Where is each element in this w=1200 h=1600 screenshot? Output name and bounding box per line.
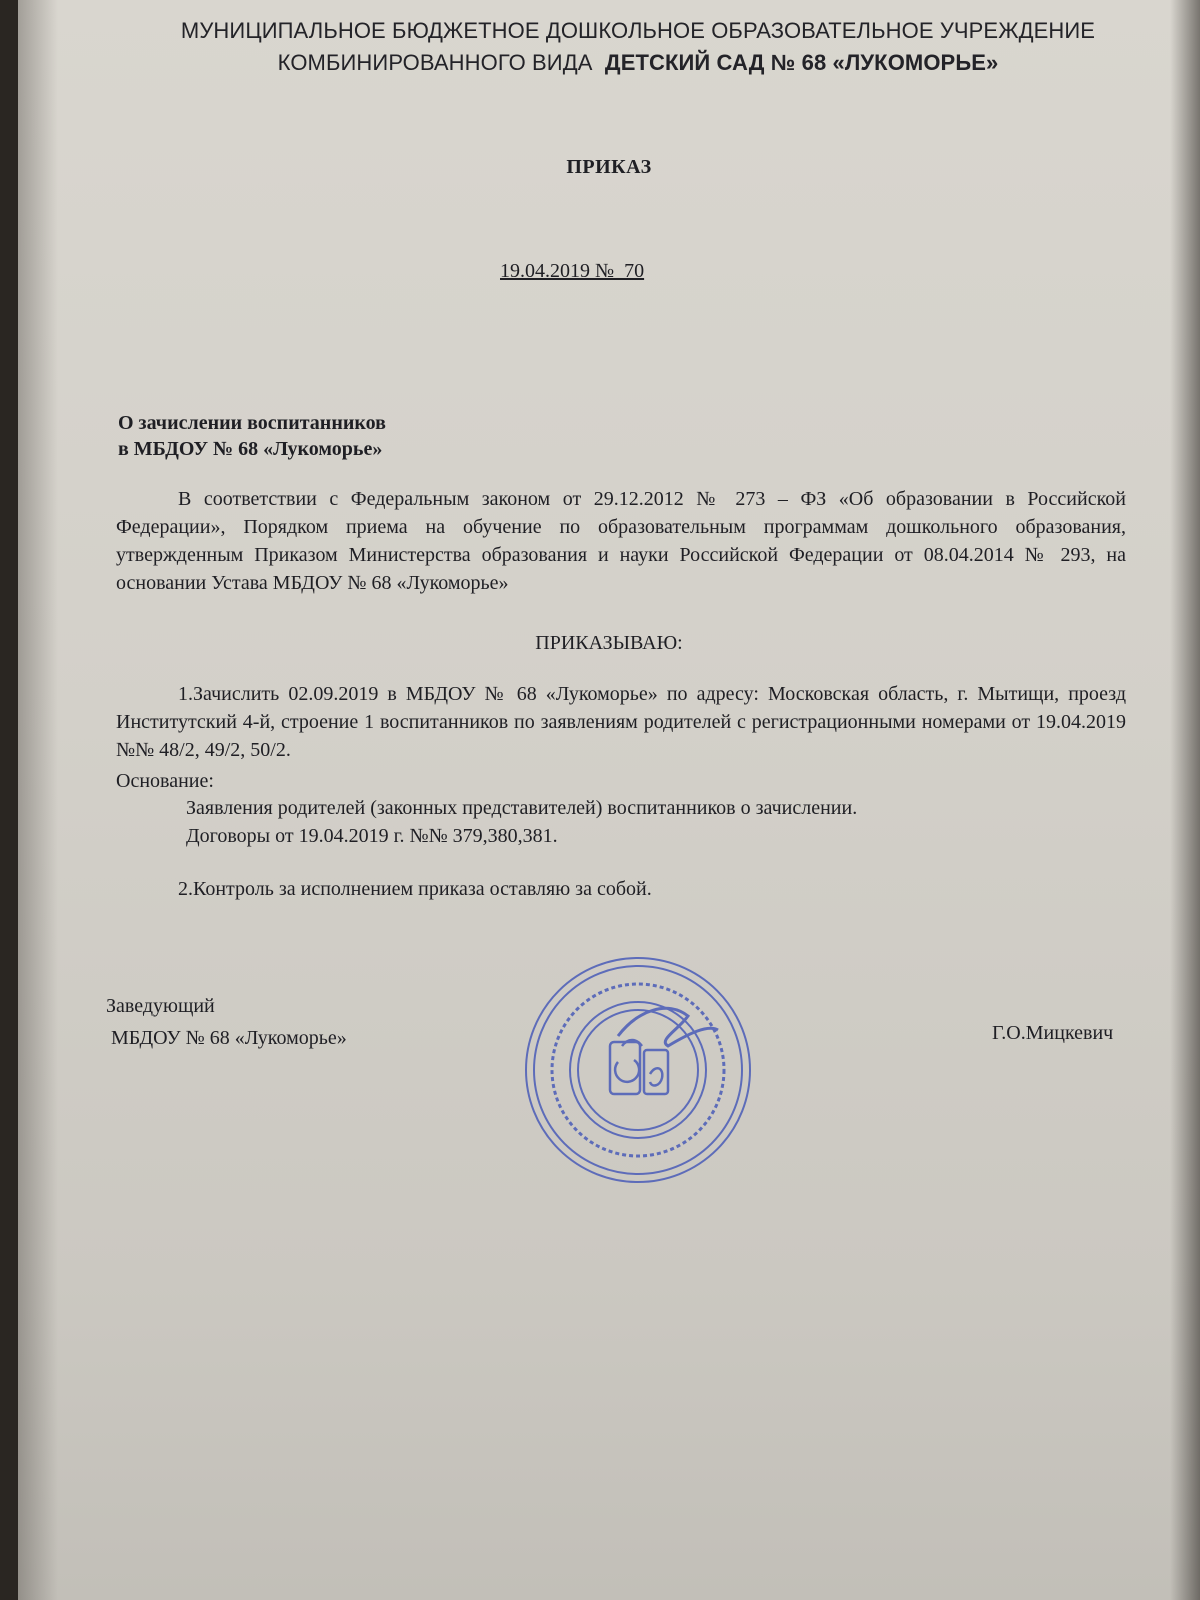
basis-item-2: Договоры от 19.04.2019 г. №№ 379,380,381. [186,825,558,847]
institution-line-2 [88,50,1188,76]
page-right-shadow [1170,0,1200,1600]
basis-label: Основание: [116,770,214,792]
official-stamp [518,950,758,1190]
signatory-name: Г.О.Мицкевич [992,1022,1114,1044]
order-directive: ПРИКАЗЫВАЮ: [535,632,683,654]
order-item-2: 2.Контроль за исполнением приказа оставляю за собой. [178,878,652,900]
stamp-emblem [610,1040,668,1094]
document-title: ПРИКАЗ [566,156,652,178]
signatory-role [106,990,347,1054]
order-date-number [500,260,644,283]
institution-type: КОМБИНИРОВАННОГО ВИДА [277,50,593,75]
basis-item-1: Заявления родителей (законных представителей) воспитанников о зачислении. [186,797,858,819]
document-sheet [18,0,1200,1600]
order-item-1: 1.Зачислить 02.09.2019 в МБДОУ № 68 «Лукоморье» по адресу: Московская область, г. Мытищи, проезд Институтский 4-й, строение 1 воспитанников по заявлениям родителей с регистрационными номерами от 19.04.2019 №№ 48/2, 49/2, 50/2. [116,683,1126,761]
signatory-role-line-2: МБДОУ № 68 «Лукоморье» [106,1027,347,1049]
subject-line-2: в МБДОУ № 68 «Лукоморье» [118,438,383,460]
signatory-role-line-1: Заведующий [106,995,215,1017]
institution-name: ДЕТСКИЙ САД № 68 «ЛУКОМОРЬЕ» [604,50,999,75]
order-date-number-text: 19.04.2019 №_70 [500,260,645,282]
institution-line-1: МУНИЦИПАЛЬНОЕ БЮДЖЕТНОЕ ДОШКОЛЬНОЕ ОБРАЗОВАТЕЛЬНОЕ УЧРЕЖДЕНИЕ [180,18,1096,43]
preamble-paragraph: В соответствии с Федеральным законом от 29.12.2012 № 273 – ФЗ «Об образовании в Российской Федерации», Порядком приема на обучение по образовательным программам дошкольного образования, утвержденным Приказом Министерства образования и науки Российской Федерации от 08.04.2014 № 293, на основании Устава МБДОУ № 68 «Лукоморье» [116,488,1126,594]
order-subject [118,410,386,462]
subject-line-1: О зачислении воспитанников [118,412,386,434]
page-edge-shadow [18,0,58,1600]
